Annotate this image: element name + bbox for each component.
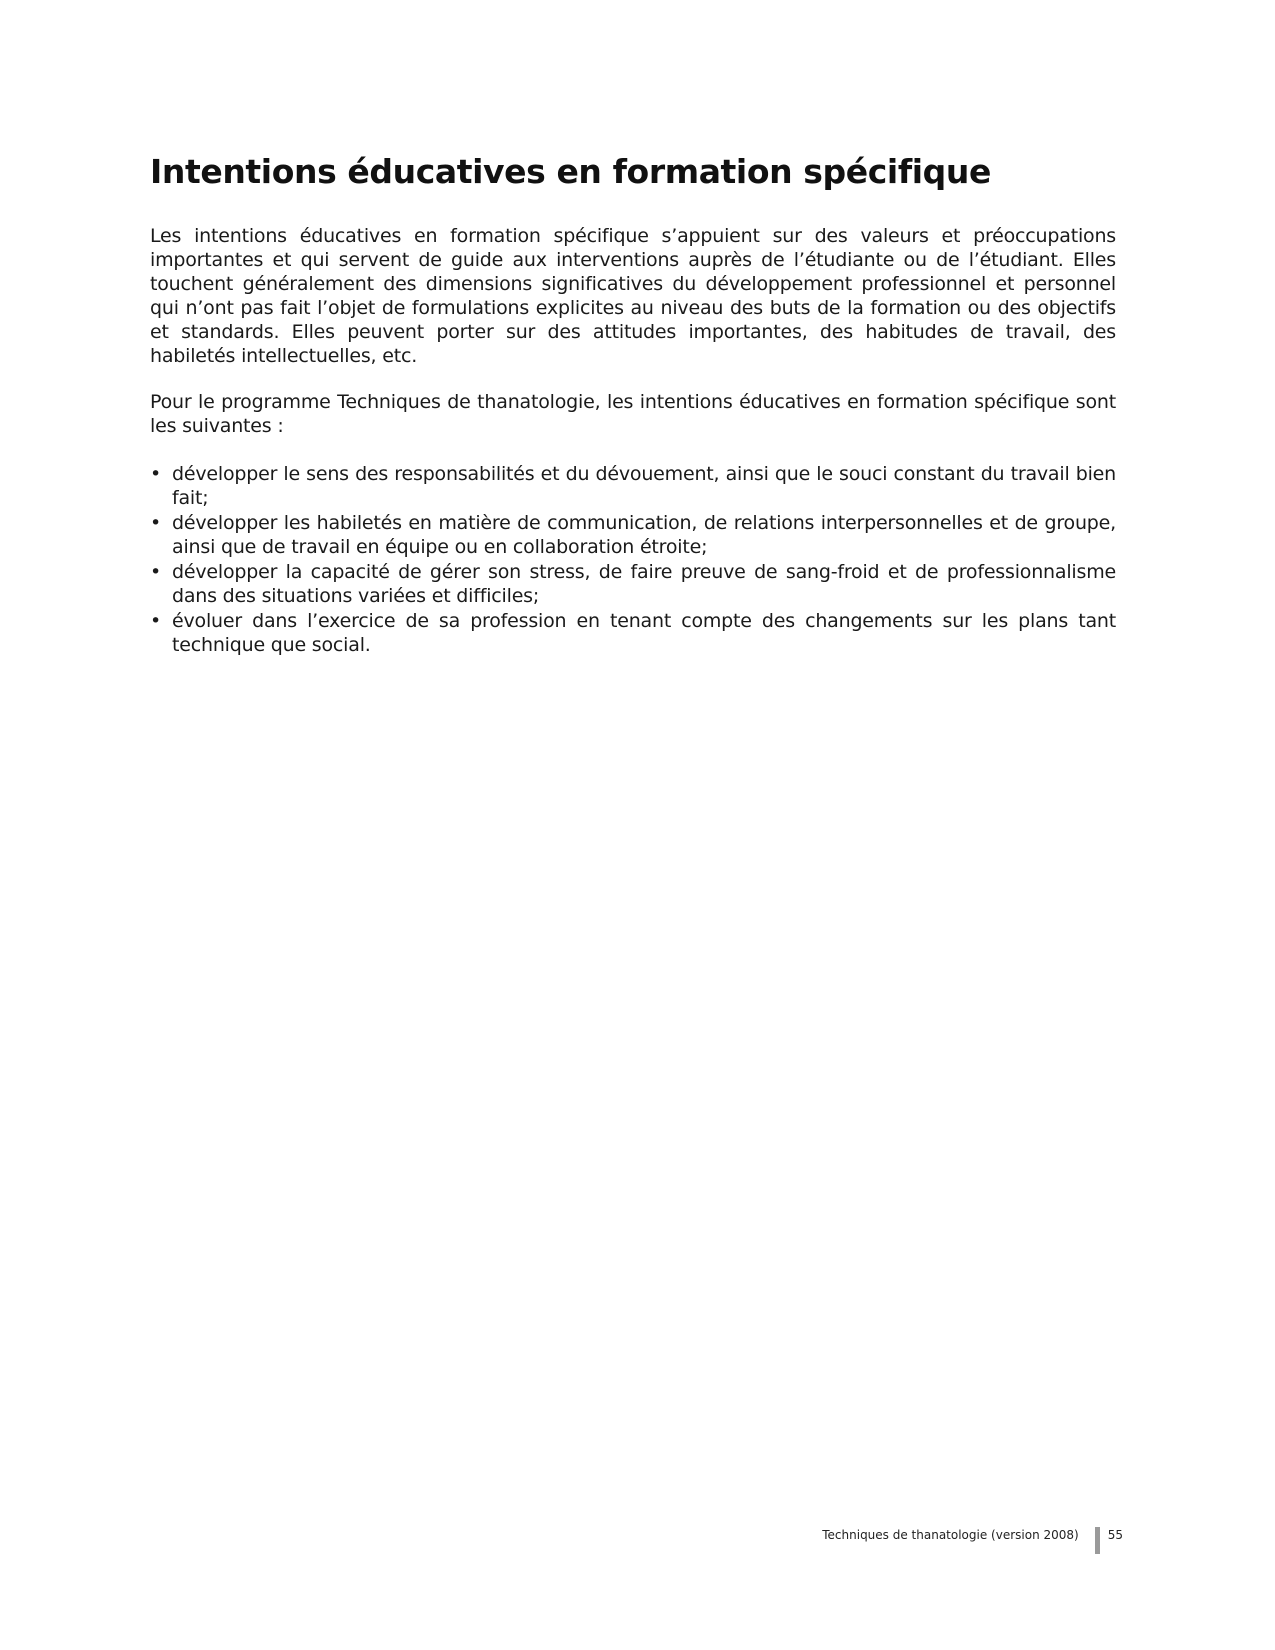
list-item <box>150 511 1116 559</box>
list-item <box>150 609 1116 657</box>
program-paragraph: Pour le programme Techniques de thanatologie, les intentions éducatives en formation spécifique sont les suivantes : <box>150 390 1116 437</box>
footer-divider <box>1095 1527 1100 1554</box>
intentions-list <box>150 462 1116 657</box>
page-number: 55 <box>1107 1528 1123 1542</box>
list-item-text: développer la capacité de gérer son stress, de faire preuve de sang-froid et de professionnalisme dans des situations variées et difficiles; <box>172 560 1116 607</box>
bullet-icon: • <box>150 609 162 632</box>
list-item-text: développer le sens des responsabilités et du dévouement, ainsi que le souci constant du travail bien fait; <box>172 462 1116 509</box>
page-content <box>150 140 1116 658</box>
bullet-icon: • <box>150 560 162 583</box>
page-title: Intentions éducatives en formation spécifique <box>150 152 991 191</box>
intro-paragraph: Les intentions éducatives en formation spécifique s’appuient sur des valeurs et préoccupations importantes et qui servent de guide aux interventions auprès de l’étudiante ou de l’étudiant. Elles touchent généralement des dimensions significatives du développement professionnel et personnel qui n’ont pas fait l’objet de formulations explicites au niveau des buts de la formation ou des objectifs et standards. Elles peuvent porter sur des attitudes importantes, des habitudes de travail, des habiletés intellectuelles, etc. <box>150 224 1116 367</box>
page-footer <box>822 1527 1123 1554</box>
list-item-text: développer les habiletés en matière de communication, de relations interpersonnelles et de groupe, ainsi que de travail en équipe ou en collaboration étroite; <box>172 511 1116 558</box>
footer-title: Techniques de thanatologie (version 2008) <box>822 1528 1079 1542</box>
list-item-text: évoluer dans l’exercice de sa profession en tenant compte des changements sur les plans tant technique que social. <box>172 609 1116 656</box>
list-item <box>150 462 1116 510</box>
bullet-icon: • <box>150 462 162 485</box>
bullet-icon: • <box>150 511 162 534</box>
list-item <box>150 560 1116 608</box>
